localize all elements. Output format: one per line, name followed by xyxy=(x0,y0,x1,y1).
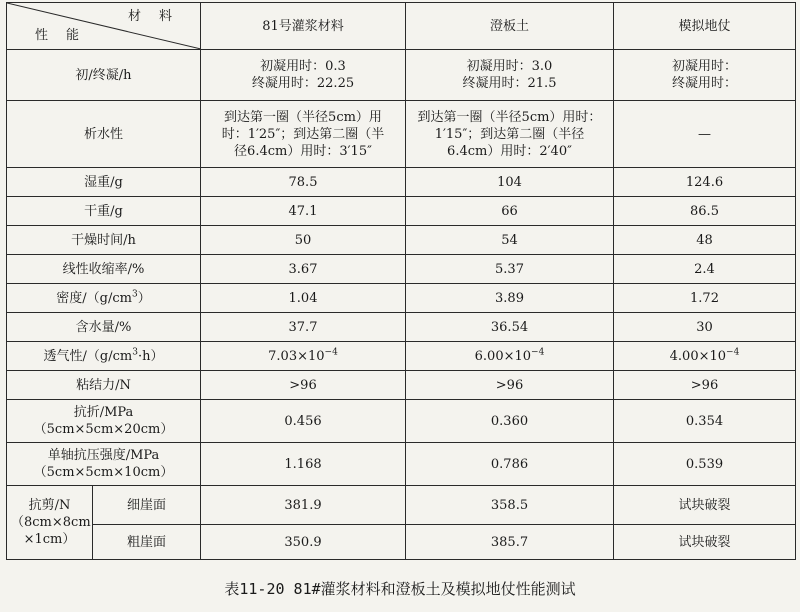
label-line: 抗剪/N xyxy=(28,498,71,513)
label-line: （5cm×5cm×20cm） xyxy=(33,422,174,437)
table-cell xyxy=(614,50,796,101)
label-text: 密度/（g/cm xyxy=(56,290,132,306)
cell-line: 初凝用时：3.0 xyxy=(466,59,553,74)
row-label: 干燥时间/h xyxy=(7,226,201,255)
sub-param-label: 粗崖面 xyxy=(93,525,201,560)
table-row xyxy=(7,313,796,342)
table-cell: — xyxy=(614,101,796,168)
value-exponent: −4 xyxy=(324,347,338,358)
table-cell xyxy=(201,50,406,101)
table-cell: >96 xyxy=(406,371,614,400)
table-cell: >96 xyxy=(201,371,406,400)
table-caption: 表11-20 81#灌浆材料和澄板土及模拟地仗性能测试 xyxy=(224,580,576,598)
table-cell: 86.5 xyxy=(614,197,796,226)
table-cell: 104 xyxy=(406,168,614,197)
table-cell: 30 xyxy=(614,313,796,342)
cell-line: 时：1′25″；到达第二圈（半 xyxy=(221,126,385,142)
table-row xyxy=(7,226,796,255)
table-cell: 0.456 xyxy=(201,400,406,443)
label-line: 单轴抗压强度/MPa xyxy=(47,448,160,463)
cell-line: 径6.4cm）用时：3′15″ xyxy=(234,143,372,159)
row-label: 含水量/% xyxy=(7,313,201,342)
table-cell: 124.6 xyxy=(614,168,796,197)
cell-line: 1′15″；到达第二圈（半径 xyxy=(434,126,585,142)
table-row xyxy=(7,400,796,443)
value-mantissa: 6.00×10 xyxy=(474,348,532,364)
value-exponent: −4 xyxy=(531,347,545,358)
label-line: 抗折/MPa xyxy=(73,405,134,420)
table-cell: 0.786 xyxy=(406,443,614,486)
table-cell: 试块破裂 xyxy=(614,525,796,560)
table-row xyxy=(7,486,796,525)
table-cell: 36.54 xyxy=(406,313,614,342)
table-cell: 37.7 xyxy=(201,313,406,342)
value-mantissa: 4.00×10 xyxy=(669,348,727,364)
corner-header xyxy=(7,3,201,50)
corner-label-property: 性能 xyxy=(35,28,98,43)
value-exponent: −4 xyxy=(726,347,740,358)
table-cell: 48 xyxy=(614,226,796,255)
table-cell: 试块破裂 xyxy=(614,486,796,525)
row-label xyxy=(7,443,201,486)
table-cell: >96 xyxy=(614,371,796,400)
header-row xyxy=(7,3,796,50)
cell-line: 初凝用时： xyxy=(671,59,737,74)
table-cell: 66 xyxy=(406,197,614,226)
label-text: 透气性/（g/cm xyxy=(43,348,133,364)
table-cell xyxy=(201,101,406,168)
cell-line: 终凝用时：22.25 xyxy=(251,76,355,91)
shear-label xyxy=(7,486,93,560)
table-cell: 1.168 xyxy=(201,443,406,486)
performance-table xyxy=(6,2,796,560)
table-cell xyxy=(406,101,614,168)
table-cell: 0.360 xyxy=(406,400,614,443)
label-sup: 3 xyxy=(132,347,138,358)
table-row xyxy=(7,50,796,101)
table-row xyxy=(7,168,796,197)
column-header: 模拟地仗 xyxy=(614,3,796,50)
table-cell xyxy=(201,342,406,371)
cell-line: 到达第一圈（半径5cm）用 xyxy=(224,109,382,125)
table-cell: 385.7 xyxy=(406,525,614,560)
table-cell: 0.354 xyxy=(614,400,796,443)
cell-line: 6.4cm）用时：2′40″ xyxy=(447,143,572,159)
row-label: 湿重/g xyxy=(7,168,201,197)
table-row xyxy=(7,255,796,284)
table-row xyxy=(7,371,796,400)
table-cell: 2.4 xyxy=(614,255,796,284)
label-line: （5cm×5cm×10cm） xyxy=(33,465,174,480)
cell-line: 终凝用时：21.5 xyxy=(462,76,557,91)
table-row xyxy=(7,284,796,313)
row-label: 析水性 xyxy=(7,101,201,168)
value-mantissa: 7.03×10 xyxy=(268,348,325,364)
row-label: 线性收缩率/% xyxy=(7,255,201,284)
table-cell: 3.67 xyxy=(201,255,406,284)
table-cell: 3.89 xyxy=(406,284,614,313)
table-cell: 1.04 xyxy=(201,284,406,313)
cell-line: 初凝用时：0.3 xyxy=(260,59,346,74)
table-cell: 381.9 xyxy=(201,486,406,525)
table-cell: 47.1 xyxy=(201,197,406,226)
corner-label-material: 材料 xyxy=(127,9,190,24)
table-cell: 54 xyxy=(406,226,614,255)
table-row xyxy=(7,443,796,486)
label-sup: 3 xyxy=(131,289,138,300)
row-label: 初/终凝/h xyxy=(7,50,201,101)
table-row xyxy=(7,342,796,371)
table-cell: 358.5 xyxy=(406,486,614,525)
label-line: ×1cm） xyxy=(23,532,76,547)
cell-line: 终凝用时： xyxy=(671,76,737,91)
table-row xyxy=(7,101,796,168)
table-cell: 50 xyxy=(201,226,406,255)
row-label xyxy=(7,342,201,371)
row-label: 干重/g xyxy=(7,197,201,226)
table-cell: 5.37 xyxy=(406,255,614,284)
label-text: ） xyxy=(137,290,151,306)
table-cell xyxy=(406,50,614,101)
label-line: （8cm×8cm xyxy=(11,515,91,530)
table-row xyxy=(7,525,796,560)
table-cell: 78.5 xyxy=(201,168,406,197)
row-label xyxy=(7,400,201,443)
row-label xyxy=(7,284,201,313)
table-row xyxy=(7,197,796,226)
table-cell: 1.72 xyxy=(614,284,796,313)
label-text: ·h） xyxy=(137,348,164,364)
cell-line: 到达第一圈（半径5cm）用时： xyxy=(417,109,602,125)
table-cell: 0.539 xyxy=(614,443,796,486)
column-header: 澄板土 xyxy=(406,3,614,50)
table-cell xyxy=(614,342,796,371)
table-cell: 350.9 xyxy=(201,525,406,560)
table-cell xyxy=(406,342,614,371)
column-header: 81号灌浆材料 xyxy=(201,3,406,50)
sub-param-label: 细崖面 xyxy=(93,486,201,525)
row-label: 粘结力/N xyxy=(7,371,201,400)
